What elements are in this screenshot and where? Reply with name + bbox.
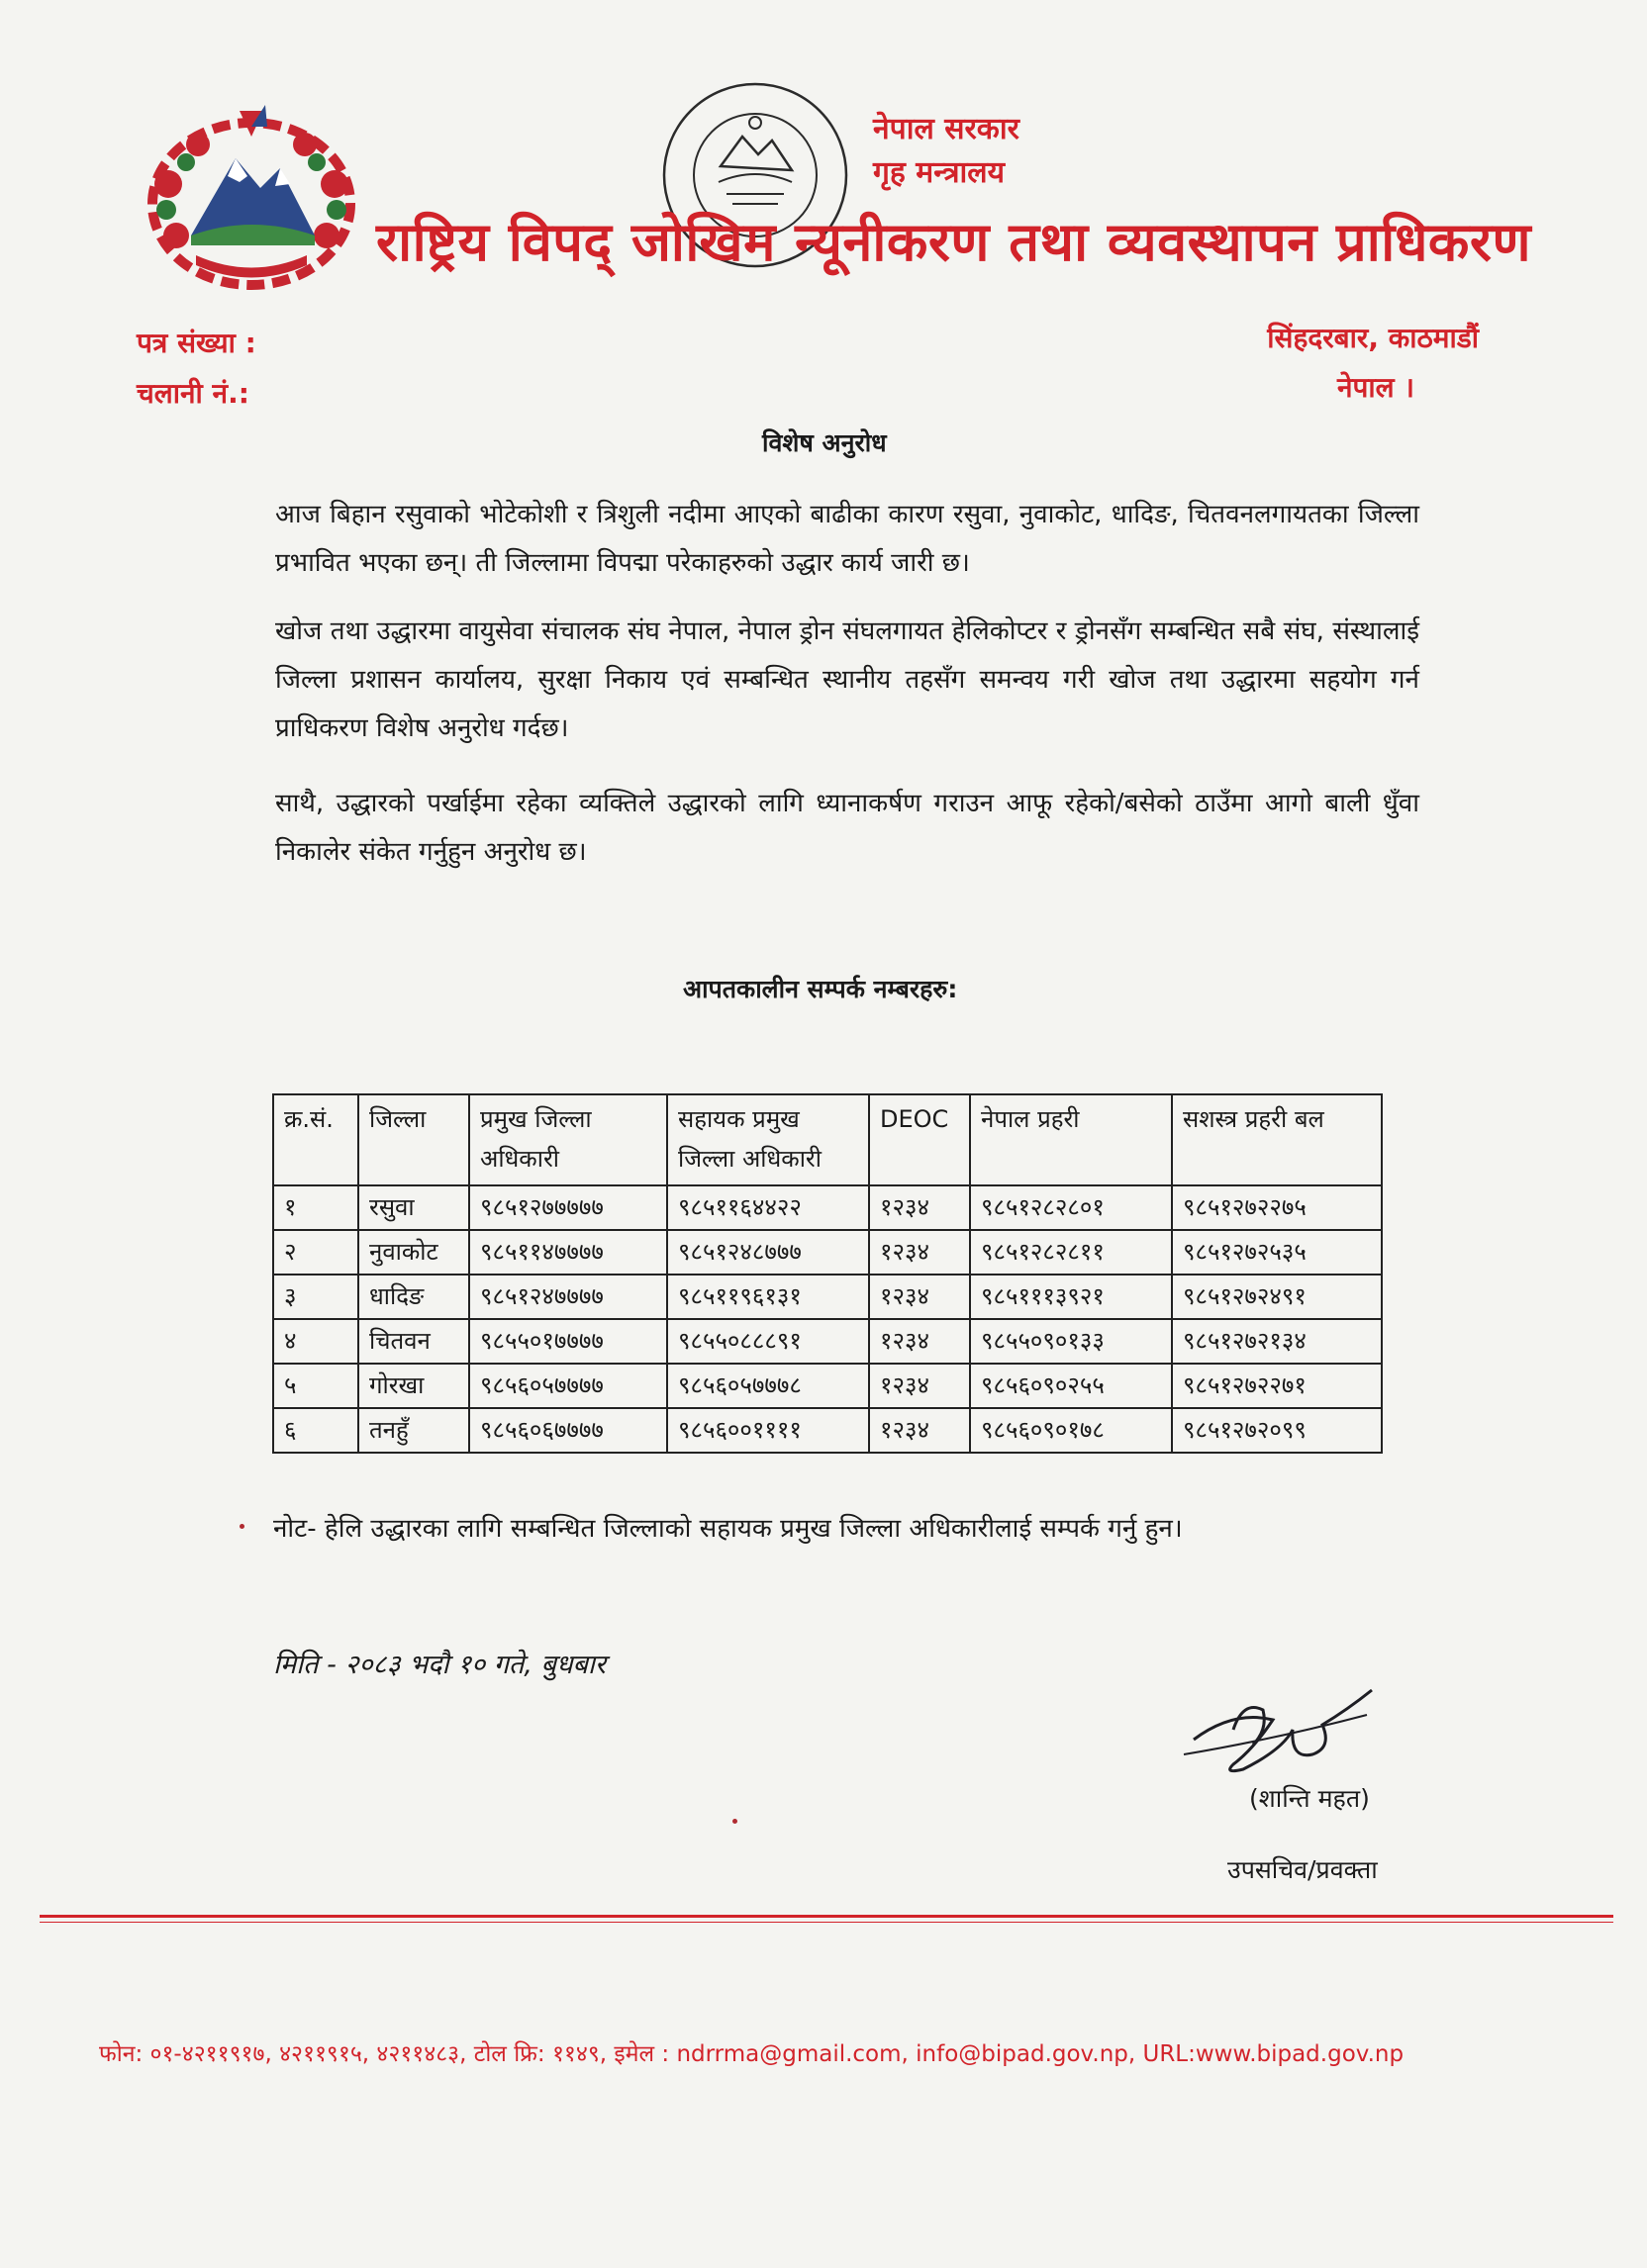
cell-deoc: १२३४ [869,1275,970,1319]
footer-contact-line: फोन: ०१-४२११९१७, ४२११९१५, ४२११४८३, टोल फ्रि: ११४९, इमेल : ndrrma@gmail.com, info@bipad.gov.np, URL:www.bipad.gov.np [99,2041,1405,2067]
footer-divider [40,1915,1613,1918]
footer-divider-thin [40,1922,1613,1923]
cell-deoc: १२३४ [869,1364,970,1408]
address-line-1: सिंहदरबार, काठमाडौं [1267,322,1479,354]
cell-cdo: ९८५११४७७७७ [469,1230,667,1275]
date-line: मिति - २०८३ भदौ १० गते, बुधबार [273,1650,606,1680]
letter-number-label: पत्र संख्या : [137,327,256,359]
contacts-heading: आपतकालीन सम्पर्क नम्बरहरु: [683,975,958,1003]
table-row [273,1230,1382,1275]
cell-apf: ९८५१२७२२७१ [1172,1364,1382,1408]
signer-name: (शान्ति महत) [1249,1784,1370,1813]
government-name: नेपाल सरकार [873,112,1019,146]
cell-deoc: १२३४ [869,1408,970,1453]
ministry-name: गृह मन्त्रालय [873,155,1006,190]
header-deoc: DEOC [869,1094,970,1185]
cell-district: तनहुँ [358,1408,469,1453]
cell-serial: २ [273,1230,358,1275]
cell-nepal-police: ९८५१११३९२१ [970,1275,1172,1319]
header-apf: सशस्त्र प्रहरी बल [1172,1094,1382,1185]
cell-district: धादिङ [358,1275,469,1319]
cell-cdo: ९८५१२४७७७७ [469,1275,667,1319]
address-line-2: नेपाल । [1336,371,1414,404]
cell-district: गोरखा [358,1364,469,1408]
cell-apf: ९८५१२७२१३४ [1172,1319,1382,1364]
cell-serial: ५ [273,1364,358,1408]
table-row [273,1185,1382,1230]
cell-nepal-police: ९८५१२८२८११ [970,1230,1172,1275]
table-row [273,1408,1382,1453]
paragraph: खोज तथा उद्धारमा वायुसेवा संचालक संघ नेपाल, नेपाल ड्रोन संघलगायत हेलिकोप्टर र ड्रोनसँग सम्बन्धित सबै संघ, संस्थालाई जिल्ला प्रशासन कार्यालय, सुरक्षा निकाय एवं सम्बन्धित स्थानीय तहसँग समन्वय गरी खोज तथा उद्धारमा सहयोग गर्न प्राधिकरण विशेष अनुरोध गर्दछ। [275,616,1419,743]
cell-district: रसुवा [358,1185,469,1230]
cell-serial: ६ [273,1408,358,1453]
cell-assistant-cdo: ९८५१२४८७७७ [667,1230,869,1275]
header-serial: क्र.सं. [273,1094,358,1185]
signer-title: उपसचिव/प्रवक्ता [1227,1855,1378,1884]
cell-assistant-cdo: ९८५११६४४२२ [667,1185,869,1230]
cell-assistant-cdo: ९८५११९६१३१ [667,1275,869,1319]
table-row [273,1364,1382,1408]
cell-nepal-police: ९८५६०९०१७८ [970,1408,1172,1453]
cell-district: नुवाकोट [358,1230,469,1275]
table-row [273,1275,1382,1319]
cell-nepal-police: ९८५६०९०२५५ [970,1364,1172,1408]
cell-deoc: १२३४ [869,1319,970,1364]
table-header-row [273,1094,1382,1185]
cell-assistant-cdo: ९८५५०८८८९१ [667,1319,869,1364]
dispatch-number-label: चलानी नं.: [137,377,249,410]
cell-nepal-police: ९८५५०९०१३३ [970,1319,1172,1364]
cell-cdo: ९८५६०५७७७७ [469,1364,667,1408]
cell-apf: ९८५१२७२०९९ [1172,1408,1382,1453]
cell-serial: ४ [273,1319,358,1364]
cell-assistant-cdo: ९८५६०५७७७८ [667,1364,869,1408]
cell-apf: ९८५१२७२५३५ [1172,1230,1382,1275]
cell-assistant-cdo: ९८५६००११११ [667,1408,869,1453]
header-cdo: प्रमुख जिल्ला अधिकारी [469,1094,667,1185]
organization-title: राष्ट्रिय विपद् जोखिम न्यूनीकरण तथा व्यवस्थापन प्राधिकरण [376,211,1532,273]
cell-cdo: ९८५५०१७७७७ [469,1319,667,1364]
note-text: नोट- हेलि उद्धारका लागि सम्बन्धित जिल्लाको सहायक प्रमुख जिल्ला अधिकारीलाई सम्पर्क गर्नु हुन। [273,1514,1183,1544]
nepal-emblem-icon [137,97,366,291]
paragraph: आज बिहान रसुवाको भोटेकोशी र त्रिशुली नदीमा आएको बाढीका कारण रसुवा, नुवाकोट, धादिङ, चितवनलगायतका जिल्ला प्रभावित भएका छन्। ती जिल्लामा विपद्मा परेकाहरुको उद्धार कार्य जारी छ। [275,500,1419,578]
speck-mark [240,1524,244,1529]
cell-serial: १ [273,1185,358,1230]
cell-cdo: ९८५१२७७७७७ [469,1185,667,1230]
cell-serial: ३ [273,1275,358,1319]
paragraph: साथै, उद्धारको पर्खाईमा रहेका व्यक्तिले उद्धारको लागि ध्यानाकर्षण गराउन आफू रहेको/बसेको ठाउँमा आगो बाली धुँवा निकालेर संकेत गर्नुहुन अनुरोध छ। [275,789,1419,867]
table-row [273,1319,1382,1364]
cell-nepal-police: ९८५१२८२८०१ [970,1185,1172,1230]
header-district: जिल्ला [358,1094,469,1185]
cell-apf: ९८५१२७२२७५ [1172,1185,1382,1230]
header-nepal-police: नेपाल प्रहरी [970,1094,1172,1185]
cell-deoc: १२३४ [869,1230,970,1275]
speck-mark [732,1819,737,1824]
cell-apf: ९८५१२७२४९१ [1172,1275,1382,1319]
subject-heading: विशेष अनुरोध [762,428,887,457]
cell-district: चितवन [358,1319,469,1364]
header-assistant-cdo: सहायक प्रमुख जिल्ला अधिकारी [667,1094,869,1185]
cell-cdo: ९८५६०६७७७७ [469,1408,667,1453]
cell-deoc: १२३४ [869,1185,970,1230]
emergency-contacts-table [272,1093,1383,1454]
